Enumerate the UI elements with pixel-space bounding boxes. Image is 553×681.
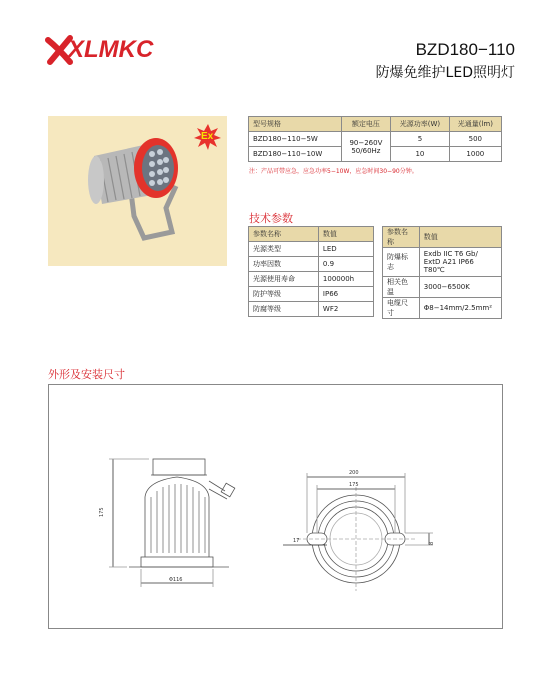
- param-name: 相关色温: [383, 277, 420, 298]
- param-value: 0.9: [318, 257, 373, 272]
- marking-line2: ExtD A21 IP66 T80℃: [423, 258, 474, 274]
- param-name: 光源类型: [249, 242, 319, 257]
- spec-power-cell: 5: [391, 132, 449, 147]
- slot-width-label: 17: [293, 538, 300, 544]
- spec-header-power: 光源功率(W): [391, 117, 449, 132]
- table-row: [249, 272, 374, 287]
- spec-power-cell: 10: [391, 147, 449, 162]
- param-name: 电缆尺寸: [383, 298, 420, 319]
- brand-name: XLMKC: [68, 36, 154, 63]
- product-model: BZD180−110: [415, 40, 515, 59]
- param-name: 防护等级: [249, 287, 319, 302]
- spec-header-flux: 光通量(lm): [449, 117, 501, 132]
- base-diameter-label: Φ116: [169, 577, 183, 583]
- table-row: [249, 302, 374, 317]
- spec-flux-cell: 500: [449, 132, 501, 147]
- spec-voltage-cell: [341, 132, 391, 162]
- param-value: IP66: [318, 287, 373, 302]
- param-value: WF2: [318, 302, 373, 317]
- tech-table-right: [382, 226, 502, 319]
- marking-line1: Exdb IIC T6 Gb/: [423, 250, 478, 258]
- table-row: [249, 257, 374, 272]
- param-value-header: 数值: [419, 227, 501, 248]
- mount-spacing-label: 175: [349, 482, 359, 488]
- param-name: 功率因数: [249, 257, 319, 272]
- dimension-section-title: 外形及安装尺寸: [48, 368, 125, 381]
- param-value: LED: [318, 242, 373, 257]
- param-value: [419, 248, 501, 277]
- param-name: 光源使用寿命: [249, 272, 319, 287]
- spec-model-cell: BZD180−110−10W: [249, 147, 342, 162]
- spec-header-model: 型号规格: [249, 117, 342, 132]
- spec-model-cell: BZD180−110−5W: [249, 132, 342, 147]
- table-row: [383, 298, 502, 319]
- spec-table: [248, 116, 502, 162]
- slot-height-label: 8: [429, 541, 435, 545]
- voltage-line2: 50/60Hz: [351, 146, 381, 155]
- param-name: 防爆标志: [383, 248, 420, 277]
- table-row: [383, 248, 502, 277]
- table-row: [249, 242, 374, 257]
- param-value: Φ8−14mm/2.5mm²: [419, 298, 501, 319]
- drawing-canvas: [49, 385, 502, 628]
- param-value: 3000−6500K: [419, 277, 501, 298]
- param-value: 100000h: [318, 272, 373, 287]
- spec-flux-cell: 1000: [449, 147, 501, 162]
- voltage-line1: 90−260V: [349, 138, 383, 147]
- spec-header-voltage: 额定电压: [341, 117, 391, 132]
- height-dim-label: 175: [99, 507, 105, 517]
- tech-section-title: 技术参数: [249, 212, 293, 225]
- product-photo: [48, 116, 227, 266]
- ex-badge-label: Ex: [201, 131, 214, 142]
- table-row: [249, 132, 502, 147]
- param-value-header: 数值: [318, 227, 373, 242]
- product-name: 防爆免维护LED照明灯: [375, 65, 515, 81]
- tech-table-left: [248, 226, 374, 317]
- total-width-label: 200: [349, 470, 359, 476]
- param-name: 防腐等级: [249, 302, 319, 317]
- param-name-header: 参数名称: [249, 227, 319, 242]
- table-row: [383, 277, 502, 298]
- emergency-note: 注：产品可带应急，应急功率5−10W，应急时间30−90分钟。: [249, 168, 418, 175]
- table-row: [249, 287, 374, 302]
- param-name-header: 参数名称: [383, 227, 420, 248]
- dimension-drawing: [48, 384, 503, 629]
- lamp-illustration: [48, 116, 227, 266]
- brand-logo: [44, 30, 164, 70]
